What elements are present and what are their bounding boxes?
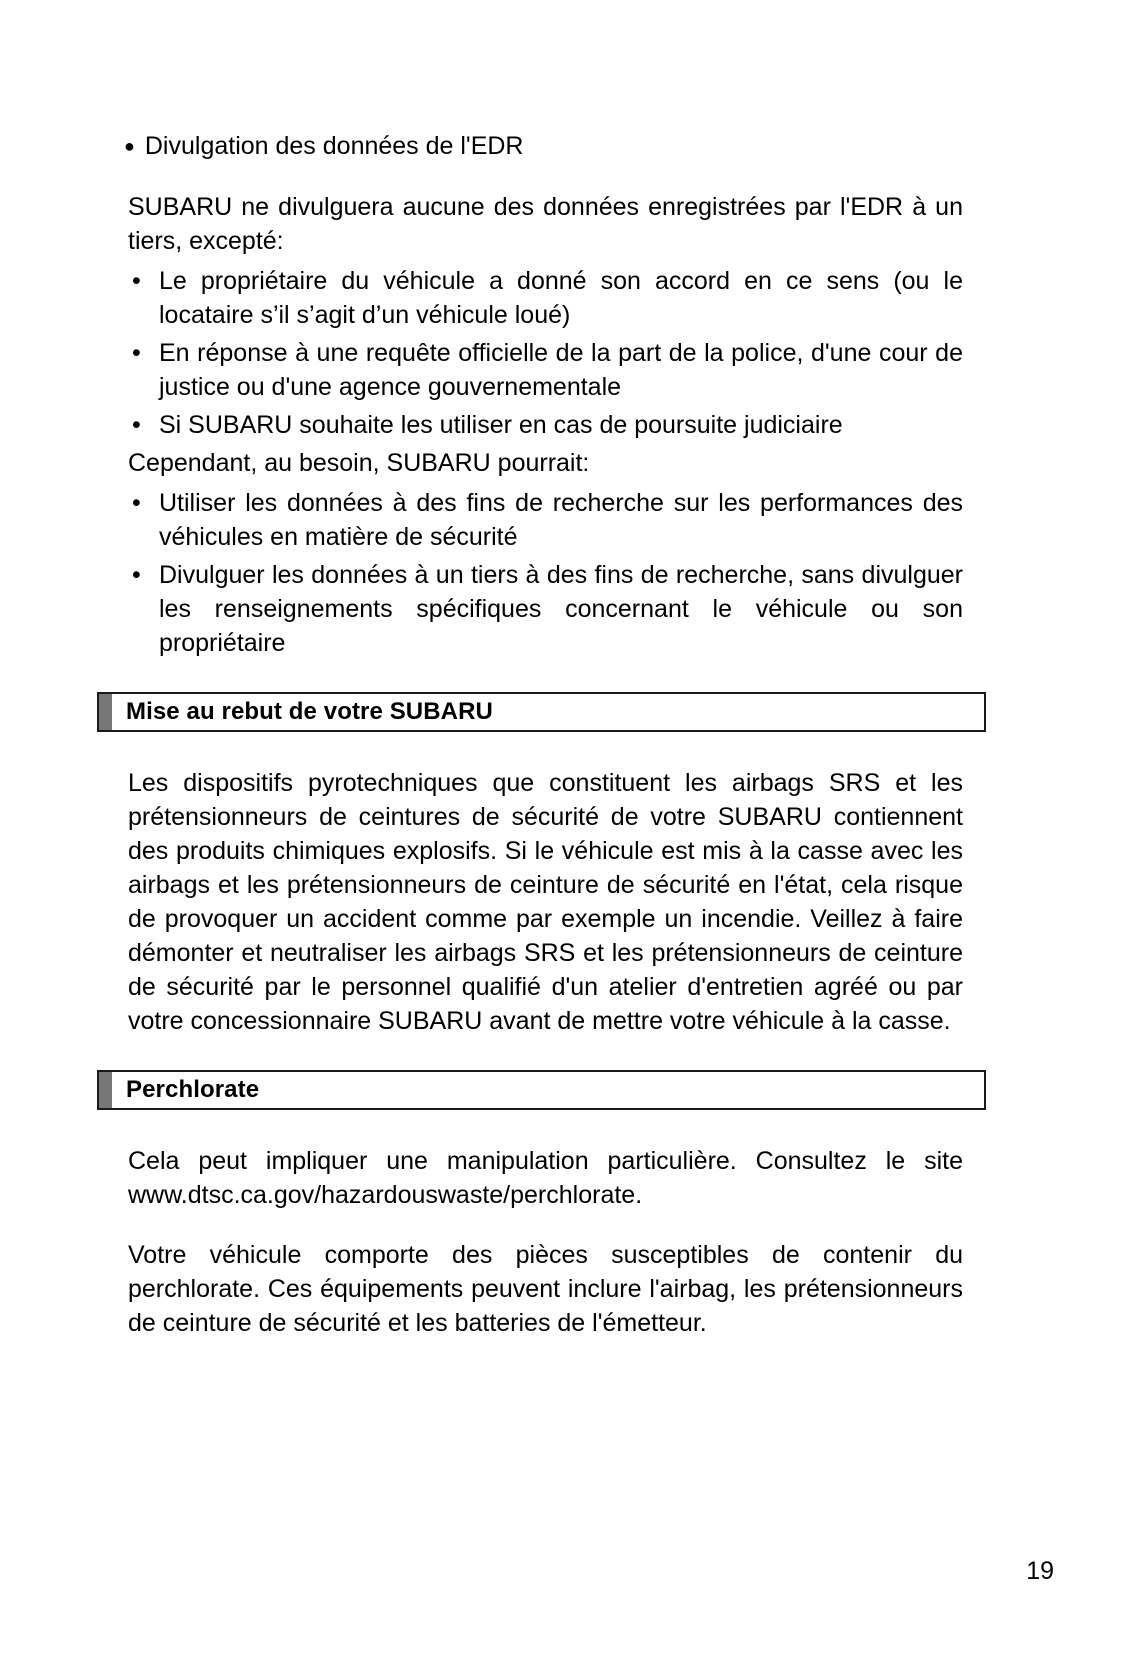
list-item bbox=[128, 264, 963, 332]
dot-bullet-icon: • bbox=[132, 338, 141, 367]
section-accent-bar bbox=[99, 694, 112, 730]
section-accent-bar bbox=[99, 1072, 112, 1108]
list-item-text: En réponse à une requête officielle de la part de la police, d'une cour de justice ou d'une agence gouvernementale bbox=[159, 338, 963, 401]
edr-disclosure-heading bbox=[124, 130, 963, 164]
dot-bullet-icon: • bbox=[132, 560, 141, 589]
page-content bbox=[124, 130, 963, 1356]
perchlorate-paragraph-1: Cela peut impliquer une manipulation particulière. Consultez le site www.dtsc.ca.gov/hazardouswaste/perchlorate. bbox=[128, 1146, 963, 1209]
edr-disclosure-heading-text: Divulgation des données de l'EDR bbox=[144, 132, 524, 160]
filled-circle-bullet-icon: ● bbox=[124, 136, 135, 156]
edr-exceptions-list bbox=[128, 264, 963, 442]
disposal-paragraph: Les dispositifs pyrotechniques que constituent les airbags SRS et les prétensionneurs de ceintures de sécurité de votre SUBARU contiennent des produits chimiques explosifs. Si le véhicule est mis à la casse avec les airbags et les prétensionneurs de ceinture de sécurité en l'état, cela risque de provoquer un accident comme par exemple un incendie. Veillez à faire démonter et neutraliser les airbags SRS et les prétensionneurs de ceinture de sécurité par le personnel qualifié d'un atelier d'entretien agréé ou par votre concessionnaire SUBARU avant de mettre votre véhicule à la casse. bbox=[128, 768, 963, 1035]
edr-intro-paragraph: SUBARU ne divulguera aucune des données enregistrées par l'EDR à un tiers, excepté: bbox=[128, 192, 963, 255]
dot-bullet-icon: • bbox=[132, 266, 141, 295]
perchlorate-paragraph-2: Votre véhicule comporte des pièces susceptibles de contenir du perchlorate. Ces équipements peuvent inclure l'airbag, les prétensionneurs de ceinture de sécurité et les batteries de l'émetteur. bbox=[128, 1240, 963, 1337]
section-header-disposal bbox=[97, 692, 986, 732]
list-item-text: Si SUBARU souhaite les utiliser en cas de poursuite judiciaire bbox=[159, 410, 843, 439]
list-item-text: Utiliser les données à des fins de recherche sur les performances des véhicules en matière de sécurité bbox=[159, 488, 963, 551]
section-title-disposal: Mise au rebut de votre SUBARU bbox=[126, 697, 493, 725]
list-item-text: Divulguer les données à un tiers à des fins de recherche, sans divulguer les renseignements spécifiques concernant le véhicule ou son propriétaire bbox=[159, 560, 963, 657]
list-item bbox=[128, 558, 963, 660]
edr-uses-list bbox=[128, 486, 963, 660]
edr-however-paragraph: Cependant, au besoin, SUBARU pourrait: bbox=[128, 448, 590, 477]
list-item bbox=[128, 408, 963, 442]
dot-bullet-icon: • bbox=[132, 488, 141, 517]
section-header-perchlorate bbox=[97, 1070, 986, 1110]
paragraph-spacer bbox=[128, 1228, 963, 1238]
section-title-perchlorate: Perchlorate bbox=[126, 1075, 260, 1103]
list-item bbox=[128, 336, 963, 404]
list-item-text: Le propriétaire du véhicule a donné son accord en ce sens (ou le locataire s’il s’agit d’un véhicule loué) bbox=[159, 266, 963, 329]
list-item bbox=[128, 486, 963, 554]
dot-bullet-icon: • bbox=[132, 410, 141, 439]
page-number: 19 bbox=[1026, 1557, 1054, 1585]
